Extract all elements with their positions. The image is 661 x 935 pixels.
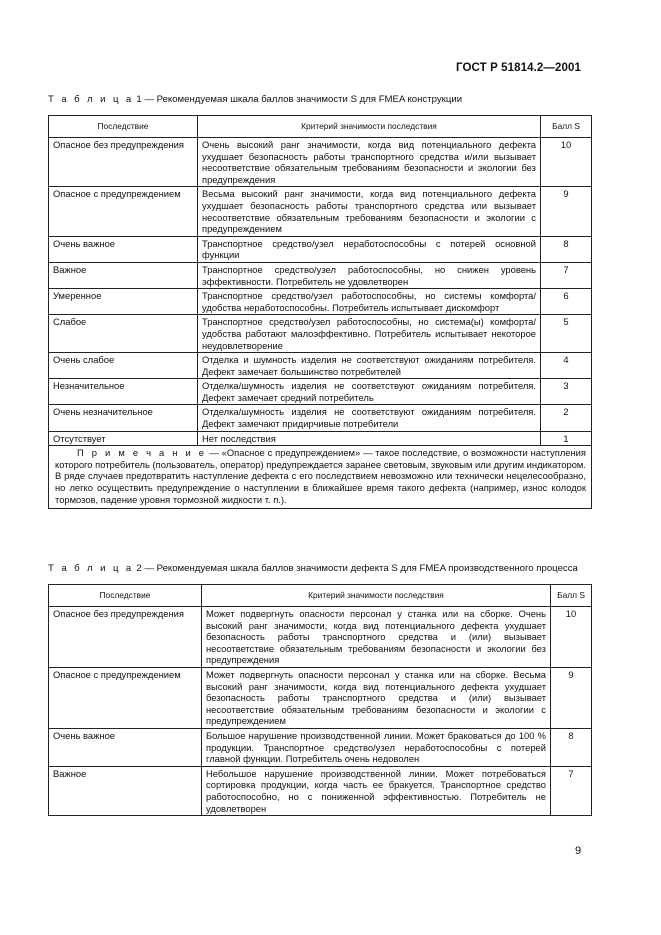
table-row	[49, 138, 592, 187]
table1-header-score: Балл S	[541, 116, 592, 138]
table-row	[49, 315, 592, 353]
table1-caption	[48, 94, 462, 105]
criterion-cell: Транспортное средство/узел работоспособны, но система(ы) комфорта/удобства работают малоэффективно. Потребитель испытывает некоторое неудовлетворение	[198, 315, 541, 353]
table2-header-row	[49, 585, 592, 607]
table2-header-score: Балл S	[551, 585, 592, 607]
criterion-cell: Отделка и шумность изделия не соответствуют ожиданиям потребителя. Дефект замечает большинство потребителей	[198, 353, 541, 379]
score-cell: 5	[541, 315, 592, 353]
table1-note-row	[49, 446, 592, 509]
criterion-cell: Очень высокий ранг значимости, когда вид потенциального дефекта ухудшает безопасность работы транспортного средства и/или вызывает несоответствие обязательным требованиям безопасности и экологии без предупреждения	[198, 138, 541, 187]
effect-cell: Очень важное	[49, 728, 202, 766]
table1-caption-text: 1 — Рекомендуемая шкала баллов значимости S для FMEA конструкции	[136, 94, 463, 105]
table-row	[49, 667, 592, 728]
table1-caption-prefix: Т а б л и ц а	[48, 94, 134, 105]
table-row	[49, 353, 592, 379]
criterion-cell: Может подвергнуть опасности персонал у станка или на сборке. Очень высокий ранг значимости, когда вид потенциального дефекта ухудшает безопасность работы транспортного средства и (или) вызывает несоответствие обязательным требованиям безопасности и экологии без предупреждения	[202, 607, 551, 668]
effect-cell: Отсутствует	[49, 431, 198, 446]
table2	[48, 584, 592, 816]
table-row	[49, 187, 592, 236]
score-cell: 6	[541, 289, 592, 315]
table2-header-criterion: Критерий значимости последствия	[202, 585, 551, 607]
table-row	[49, 236, 592, 262]
effect-cell: Очень важное	[49, 236, 198, 262]
note-label: П р и м е ч а н и е	[77, 447, 207, 459]
effect-cell: Очень незначительное	[49, 405, 198, 431]
criterion-cell: Весьма высокий ранг значимости, когда вид потенциального дефекта ухудшает безопасность работы транспортного средства или вызывает несоответствие обязательным требованиям безопасности и экологии с предупреждением	[198, 187, 541, 236]
table-row	[49, 766, 592, 815]
criterion-cell: Транспортное средство/узел неработоспособны с потерей основной функции	[198, 236, 541, 262]
table2-caption-text: 2 — Рекомендуемая шкала баллов значимости дефекта S для FMEA производственного процесса	[136, 563, 578, 574]
criterion-cell: Отделка/шумность изделия не соответствуют ожиданиям потребителя. Дефект замечает средний потребитель	[198, 379, 541, 405]
criterion-cell: Транспортное средство/узел работоспособны, но снижен уровень эффективности. Потребитель не удовлетворен	[198, 262, 541, 288]
score-cell: 2	[541, 405, 592, 431]
effect-cell: Умеренное	[49, 289, 198, 315]
table1-note	[49, 446, 592, 509]
effect-cell: Слабое	[49, 315, 198, 353]
document-code: ГОСТ Р 51814.2—2001	[456, 62, 581, 74]
criterion-cell: Небольшое нарушение производственной линии. Может потребоваться сортировка продукции, когда часть ее бракуется. Транспортное средство работоспособно, но с пониженной эффективностью. Потребитель не удовлетворен	[202, 766, 551, 815]
page-number: 9	[575, 845, 582, 857]
score-cell: 1	[541, 431, 592, 446]
note-text: — «Опасное с предупреждением» — такое последствие, о возможности наступления которого потребитель (пользователь, оператор) предупреждается заранее световым, звуковым или другим индикатором. В ряде случаев предотвратить наступление дефекта с его последствием невозможно или технически нецелесообразно, но легко осуществить предупреждение о наступлении в ближайшее время такого дефекта (например, износ колодок тормозов, падение уровня тормозной жидкости т. п.).	[55, 447, 586, 505]
effect-cell: Очень слабое	[49, 353, 198, 379]
criterion-cell: Нет последствия	[198, 431, 541, 446]
effect-cell: Важное	[49, 262, 198, 288]
score-cell: 4	[541, 353, 592, 379]
table2-caption-prefix: Т а б л и ц а	[48, 563, 134, 574]
table-row	[49, 262, 592, 288]
criterion-cell: Транспортное средство/узел работоспособны, но системы комфорта/удобства неработоспособны. Потребитель испытывает дискомфорт	[198, 289, 541, 315]
effect-cell: Опасное без предупреждения	[49, 607, 202, 668]
score-cell: 9	[541, 187, 592, 236]
score-cell: 7	[551, 766, 592, 815]
table1	[48, 115, 592, 509]
score-cell: 9	[551, 667, 592, 728]
score-cell: 7	[541, 262, 592, 288]
score-cell: 10	[551, 607, 592, 668]
table2-caption	[48, 563, 578, 574]
table1-header-effect: Последствие	[49, 116, 198, 138]
score-cell: 3	[541, 379, 592, 405]
table-row	[49, 607, 592, 668]
effect-cell: Важное	[49, 766, 202, 815]
score-cell: 8	[551, 728, 592, 766]
table1-header-criterion: Критерий значимости последствия	[198, 116, 541, 138]
table-row	[49, 431, 592, 446]
table-row	[49, 405, 592, 431]
effect-cell: Незначительное	[49, 379, 198, 405]
table-row	[49, 379, 592, 405]
table1-header-row	[49, 116, 592, 138]
table2-header-effect: Последствие	[49, 585, 202, 607]
criterion-cell: Отделка/шумность изделия не соответствуют ожиданиям потребителя. Дефект замечают придирчивые потребители	[198, 405, 541, 431]
criterion-cell: Большое нарушение производственной линии. Может браковаться до 100 % продукции. Транспортное средство/узел неработоспособны с потерей главной функции. Потребитель очень недоволен	[202, 728, 551, 766]
criterion-cell: Может подвергнуть опасности персонал у станка или на сборке. Весьма высокий ранг значимости, когда вид потенциального дефекта ухудшает безопасность работы транспортного средства и (или) вызывает несоответствие обязательным требованиям безопасности и экологии с предупреждением	[202, 667, 551, 728]
table-row	[49, 728, 592, 766]
effect-cell: Опасное без предупреждения	[49, 138, 198, 187]
effect-cell: Опасное с предупреждением	[49, 667, 202, 728]
score-cell: 10	[541, 138, 592, 187]
score-cell: 8	[541, 236, 592, 262]
effect-cell: Опасное с предупреждением	[49, 187, 198, 236]
table-row	[49, 289, 592, 315]
